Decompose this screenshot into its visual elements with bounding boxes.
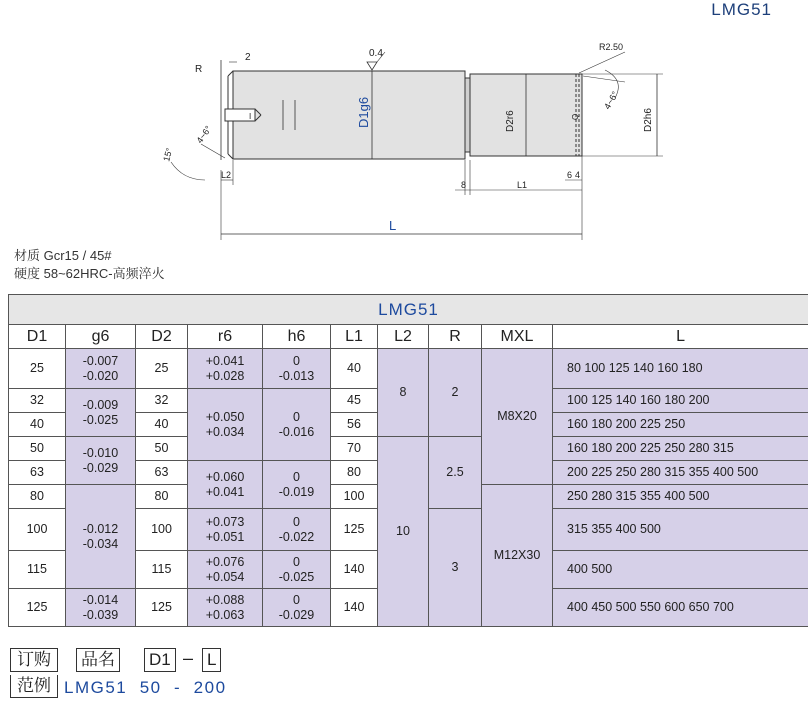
g6-lower: -0.034 (82, 536, 119, 551)
cell-d1: 63 (9, 461, 66, 485)
cell-d1: 100 (9, 509, 66, 551)
cell-l1: 80 (331, 461, 378, 485)
shaft-neck (465, 78, 470, 152)
label-d1g6: D1g6 (356, 96, 371, 128)
cell-g6 (66, 389, 136, 437)
r6-upper: +0.073 (205, 514, 245, 529)
g6-upper: -0.012 (82, 521, 119, 536)
order-label: 订购 (10, 648, 58, 672)
cell-l2: 8 (378, 349, 429, 437)
label-two: 2 (245, 52, 251, 63)
label-angle-right: 4~6° (602, 89, 621, 111)
r6-lower: +0.028 (205, 368, 245, 383)
g6-lower: -0.025 (82, 412, 119, 427)
cell-d2: 63 (136, 461, 188, 485)
h6-upper: 0 (293, 353, 300, 368)
hardness-line: 硬度 58~62HRC-高频淬火 (14, 266, 165, 281)
l-box: L (202, 648, 221, 672)
cell-h6 (263, 461, 331, 509)
label-q: Q (571, 113, 580, 120)
r6-lower: +0.051 (205, 529, 245, 544)
d1-box: D1 (144, 648, 176, 672)
order-dash: – (183, 648, 194, 668)
label-angle-left: 4~6° (194, 123, 214, 146)
material-info (14, 247, 165, 283)
cell-h6 (263, 389, 331, 461)
cell-l: 160 180 200 225 250 (553, 413, 808, 437)
label-l: L (389, 218, 397, 233)
cell-l1: 125 (331, 509, 378, 551)
cell-l1: 70 (331, 437, 378, 461)
example-code: LMG51 50 - 200 (64, 678, 227, 697)
cell-l: 400 500 (553, 551, 808, 589)
h6-upper: 0 (293, 554, 300, 569)
label-i: I (249, 112, 252, 121)
cell-g6 (66, 485, 136, 589)
spec-table (8, 294, 808, 627)
product-name-box: 品名 (76, 648, 120, 672)
cell-d1: 50 (9, 437, 66, 461)
cell-d2: 25 (136, 349, 188, 389)
g6-lower: -0.039 (82, 607, 119, 622)
header-l: L (553, 325, 808, 349)
cell-l1: 140 (331, 551, 378, 589)
cell-g6 (66, 437, 136, 485)
label-d2r6: D2r6 (505, 110, 516, 132)
h6-lower: -0.029 (278, 607, 315, 622)
header-l1: L1 (331, 325, 378, 349)
h6-upper: 0 (293, 514, 300, 529)
technical-drawing (155, 40, 675, 245)
cell-r: 2 (429, 349, 482, 437)
cell-r: 2.5 (429, 437, 482, 509)
g6-upper: -0.007 (82, 353, 119, 368)
cell-r6 (188, 461, 263, 509)
cell-d1: 115 (9, 551, 66, 589)
cell-d2: 80 (136, 485, 188, 509)
h6-lower: -0.019 (278, 484, 315, 499)
header-r: R (429, 325, 482, 349)
cell-d1: 40 (9, 413, 66, 437)
cell-h6 (263, 589, 331, 627)
table-row (9, 437, 808, 461)
r6-lower: +0.034 (205, 424, 245, 439)
cell-l: 200 225 250 280 315 355 400 500 (553, 461, 808, 485)
r6-lower: +0.054 (205, 569, 245, 584)
h6-upper: 0 (293, 592, 300, 607)
cell-d1: 80 (9, 485, 66, 509)
cell-l: 250 280 315 355 400 500 (553, 485, 808, 509)
h6-upper: 0 (293, 469, 300, 484)
g6-lower: -0.020 (82, 368, 119, 383)
label-eight: 8 (461, 180, 467, 190)
cell-d2: 125 (136, 589, 188, 627)
g6-lower: -0.029 (82, 460, 119, 475)
cell-d2: 100 (136, 509, 188, 551)
cell-h6 (263, 349, 331, 389)
h6-lower: -0.016 (278, 424, 315, 439)
cell-r6 (188, 509, 263, 551)
label-four: 4 (575, 170, 581, 180)
label-r250: R2.50 (599, 42, 624, 52)
header-d1: D1 (9, 325, 66, 349)
cell-l1: 45 (331, 389, 378, 413)
label-fifteen: 15° (161, 146, 175, 163)
cell-mxl: M12X30 (482, 485, 553, 627)
r6-upper: +0.050 (205, 409, 245, 424)
material-line: 材质 Gcr15 / 45# (14, 248, 112, 263)
cell-l: 80 100 125 140 160 180 (553, 349, 808, 389)
g6-upper: -0.009 (82, 397, 119, 412)
cell-d1: 32 (9, 389, 66, 413)
header-r6: r6 (188, 325, 263, 349)
header-mxl: MXL (482, 325, 553, 349)
cell-d2: 115 (136, 551, 188, 589)
label-roughness: 0.4 (369, 48, 383, 59)
cell-l: 160 180 200 225 250 280 315 (553, 437, 808, 461)
cell-r6 (188, 389, 263, 461)
r6-upper: +0.076 (205, 554, 245, 569)
h6-lower: -0.013 (278, 368, 315, 383)
header-l2: L2 (378, 325, 429, 349)
h6-upper: 0 (293, 409, 300, 424)
cell-l1: 140 (331, 589, 378, 627)
cell-d1: 25 (9, 349, 66, 389)
cell-d2: 40 (136, 413, 188, 437)
g6-upper: -0.014 (82, 592, 119, 607)
cell-d2: 50 (136, 437, 188, 461)
label-r: R (195, 64, 203, 75)
example-label: 范例 (10, 675, 58, 698)
g6-upper: -0.010 (82, 445, 119, 460)
cell-g6 (66, 589, 136, 627)
r6-upper: +0.060 (205, 469, 245, 484)
header-g6: g6 (66, 325, 136, 349)
cell-g6 (66, 349, 136, 389)
table-row (9, 349, 808, 389)
label-six: 6 (567, 170, 573, 180)
r6-upper: +0.088 (205, 592, 245, 607)
cell-r6 (188, 349, 263, 389)
r6-upper: +0.041 (205, 353, 245, 368)
cell-l2: 10 (378, 437, 429, 627)
label-d2h6: D2h6 (643, 108, 654, 132)
model-code: LMG51 (711, 0, 772, 19)
header-h6: h6 (263, 325, 331, 349)
cell-l1: 40 (331, 349, 378, 389)
header-d2: D2 (136, 325, 188, 349)
table-title: LMG51 (9, 295, 808, 325)
cell-l: 315 355 400 500 (553, 509, 808, 551)
order-example (10, 648, 430, 700)
cell-h6 (263, 551, 331, 589)
cell-r: 3 (429, 509, 482, 627)
cell-mxl: M8X20 (482, 349, 553, 485)
cell-h6 (263, 509, 331, 551)
cell-l1: 100 (331, 485, 378, 509)
h6-lower: -0.022 (278, 529, 315, 544)
r6-lower: +0.041 (205, 484, 245, 499)
shaft-main (233, 71, 465, 159)
cell-r6 (188, 551, 263, 589)
cell-d1: 125 (9, 589, 66, 627)
r6-lower: +0.063 (205, 607, 245, 622)
cell-l: 100 125 140 160 180 200 (553, 389, 808, 413)
h6-lower: -0.025 (278, 569, 315, 584)
cell-l: 400 450 500 550 600 650 700 (553, 589, 808, 627)
cell-r6 (188, 589, 263, 627)
label-l2: L2 (221, 170, 232, 180)
label-l1: L1 (517, 180, 528, 190)
cell-d2: 32 (136, 389, 188, 413)
cell-l1: 56 (331, 413, 378, 437)
